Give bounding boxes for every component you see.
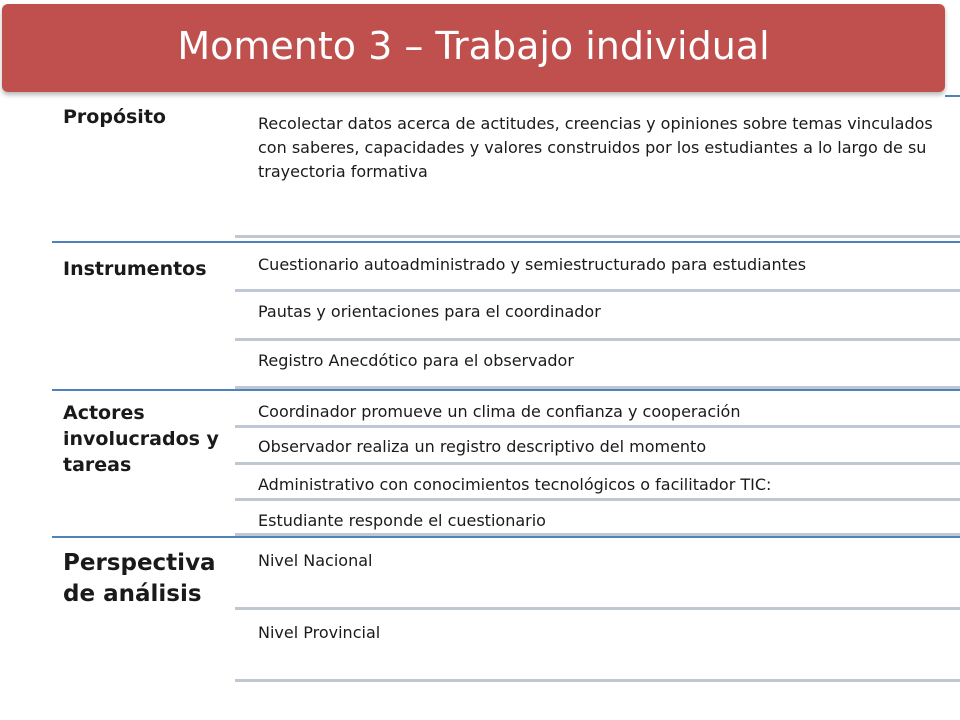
- section-separator: [52, 536, 960, 538]
- slide-title: Momento 3 – Trabajo individual: [177, 24, 770, 68]
- row-label-instrumentos: Instrumentos: [63, 258, 207, 280]
- actor-item: Administrativo con conocimientos tecnológicos o facilitador TIC:: [258, 475, 772, 494]
- section-separator: [52, 241, 960, 243]
- item-separator: [235, 607, 960, 610]
- title-banner: [2, 4, 945, 92]
- item-separator: [235, 462, 960, 465]
- item-separator: [235, 338, 960, 341]
- actor-item: Estudiante responde el cuestionario: [258, 511, 546, 530]
- item-separator: [235, 679, 960, 682]
- perspectiva-item: Nivel Nacional: [258, 551, 373, 570]
- section-separator: [52, 389, 960, 391]
- perspectiva-item: Nivel Provincial: [258, 623, 381, 642]
- instrumento-item: Registro Anecdótico para el observador: [258, 351, 574, 370]
- proposito-text: Recolectar datos acerca de actitudes, creencias y opiniones sobre temas vinculados con saberes, capacidades y valores construidos por los estudiantes a lo largo de su trayectoria formativa: [258, 114, 933, 181]
- instrumento-item: Pautas y orientaciones para el coordinador: [258, 302, 601, 321]
- row-label-perspectiva: Perspectiva de análisis: [63, 550, 216, 607]
- instrumento-item: Cuestionario autoadministrado y semiestructurado para estudiantes: [258, 255, 807, 274]
- actor-item: Coordinador promueve un clima de confianza y cooperación: [258, 402, 741, 421]
- item-separator: [235, 235, 960, 238]
- section-separator: [945, 95, 960, 97]
- row-label-proposito: Propósito: [63, 106, 166, 128]
- row-label-actores: Actores involucrados y tareas: [63, 402, 219, 476]
- item-separator: [235, 498, 960, 501]
- item-separator: [235, 425, 960, 428]
- item-separator: [235, 289, 960, 292]
- actor-item: Observador realiza un registro descriptivo del momento: [258, 437, 707, 456]
